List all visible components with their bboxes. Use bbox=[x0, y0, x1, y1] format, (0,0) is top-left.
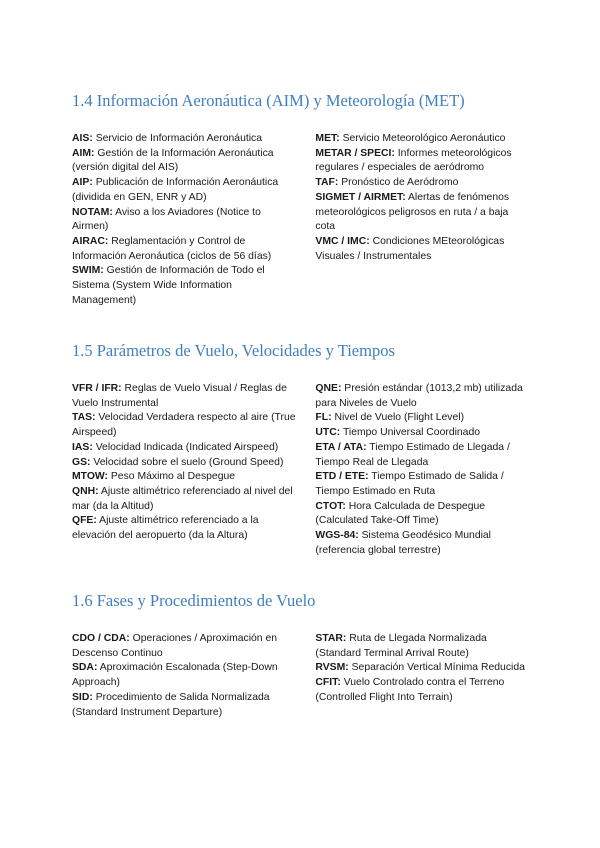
entry-abbr: CTOT: bbox=[315, 500, 346, 512]
entry-abbr: IAS: bbox=[72, 441, 93, 453]
right-column bbox=[315, 132, 528, 308]
entry-abbr: CFIT: bbox=[315, 677, 341, 689]
entry-abbr: ETA / ATA: bbox=[315, 441, 367, 453]
section-columns bbox=[72, 382, 528, 558]
entry-desc: Reglas de Vuelo Visual / Reglas de Vuelo Instrumental bbox=[72, 383, 287, 409]
section-title: 1.5 Parámetros de Vuelo, Velocidades y Tiempos bbox=[72, 341, 395, 360]
entry-abbr: GS: bbox=[72, 456, 91, 468]
entry-abbr: AIRAC: bbox=[72, 235, 109, 247]
glossary-entry-qfe bbox=[72, 514, 297, 543]
glossary-entry-wgs84 bbox=[315, 529, 528, 558]
glossary-entry-metar-speci bbox=[315, 147, 528, 176]
entry-desc: Ajuste altimétrico referenciado a la elevación del aeropuerto (da la Altura) bbox=[72, 515, 259, 542]
entry-abbr: AIM: bbox=[72, 147, 95, 159]
glossary-entry-met bbox=[315, 132, 528, 147]
glossary-entry-cfit bbox=[315, 676, 528, 705]
entry-desc: Gestión de Información de Todo el Sistema (System Wide Information Management) bbox=[72, 265, 265, 306]
section-columns bbox=[72, 632, 528, 720]
entry-abbr: QNH: bbox=[72, 485, 99, 497]
entry-abbr: MET: bbox=[315, 133, 340, 144]
glossary-entry-ctot bbox=[315, 500, 528, 529]
glossary-entry-cdo-cda bbox=[72, 632, 297, 661]
entry-abbr: QNE: bbox=[315, 383, 342, 394]
entry-abbr: MTOW: bbox=[72, 471, 108, 483]
glossary-entry-fl bbox=[315, 411, 528, 426]
entry-desc: Servicio de Información Aeronáutica bbox=[95, 133, 263, 144]
glossary-entry-qne bbox=[315, 382, 528, 411]
entry-desc: Informes meteorológicos regulares / especiales de aeródromo bbox=[315, 147, 512, 174]
entry-abbr: QFE: bbox=[72, 515, 97, 527]
glossary-entry-eta-ata bbox=[315, 441, 528, 470]
left-column bbox=[72, 632, 297, 720]
section-columns bbox=[72, 132, 528, 308]
entry-abbr: SIGMET / AIRMET: bbox=[315, 191, 406, 203]
entry-abbr: UTC: bbox=[315, 427, 341, 439]
entry-desc: Operaciones / Aproximación en Descenso Continuo bbox=[72, 633, 278, 659]
entry-abbr: STAR: bbox=[315, 633, 347, 644]
entry-desc: Nivel de Vuelo (Flight Level) bbox=[334, 412, 465, 424]
entry-desc: Velocidad Verdadera respecto al aire (True Airspeed) bbox=[72, 412, 296, 439]
glossary-entry-tas bbox=[72, 411, 297, 440]
glossary-entry-gs bbox=[72, 456, 297, 471]
entry-desc: Ajuste altimétrico referenciado al nivel del mar (da la Altitud) bbox=[72, 485, 293, 512]
entry-desc: Sistema Geodésico Mundial (referencia global terrestre) bbox=[315, 530, 491, 556]
glossary-entry-aip bbox=[72, 176, 297, 205]
entry-abbr: SDA: bbox=[72, 662, 98, 674]
entry-abbr: AIP: bbox=[72, 177, 93, 189]
right-column bbox=[315, 632, 528, 720]
section-flight-phases bbox=[72, 590, 528, 720]
entry-desc: Tiempo Universal Coordinado bbox=[342, 427, 481, 439]
glossary-entry-swim bbox=[72, 264, 297, 308]
entry-desc: Condiciones MEteorológicas Visuales / Instrumentales bbox=[315, 235, 505, 262]
entry-abbr: TAS: bbox=[72, 412, 96, 424]
entry-desc: Tiempo Estimado de Salida / Tiempo Estimado en Ruta bbox=[315, 471, 504, 497]
entry-desc: Hora Calculada de Despegue (Calculated Take-Off Time) bbox=[315, 500, 486, 527]
glossary-entry-aim bbox=[72, 147, 297, 176]
glossary-entry-ais bbox=[72, 132, 297, 147]
glossary-entry-notam bbox=[72, 206, 297, 235]
entry-desc: Separación Vertical Mínima Reducida bbox=[351, 662, 525, 674]
entry-abbr: TAF: bbox=[315, 177, 339, 189]
entry-abbr: CDO / CDA: bbox=[72, 633, 130, 644]
entry-abbr: WGS-84: bbox=[315, 530, 359, 542]
glossary-entry-rvsm bbox=[315, 661, 528, 676]
section-aim-met bbox=[72, 90, 528, 308]
entry-desc: Velocidad sobre el suelo (Ground Speed) bbox=[93, 456, 284, 468]
entry-desc: Publicación de Información Aeronáutica (dividida en GEN, ENR y AD) bbox=[72, 177, 279, 203]
entry-desc: Tiempo Estimado de Llegada / Tiempo Real de Llegada bbox=[315, 441, 510, 468]
entry-desc: Presión estándar (1013,2 mb) utilizada para Niveles de Vuelo bbox=[315, 383, 523, 409]
entry-desc: Peso Máximo al Despegue bbox=[110, 471, 236, 483]
glossary-entry-qnh bbox=[72, 485, 297, 514]
entry-desc: Vuelo Controlado contra el Terreno (Controlled Flight Into Terrain) bbox=[315, 677, 505, 703]
entry-desc: Alertas de fenómenos meteorológicos peligrosos en ruta / a baja cota bbox=[315, 191, 510, 233]
glossary-entry-etd-ete bbox=[315, 470, 528, 499]
entry-desc: Pronóstico de Aeródromo bbox=[341, 177, 459, 189]
entry-abbr: RVSM: bbox=[315, 662, 349, 674]
entry-abbr: AIS: bbox=[72, 133, 93, 144]
entry-desc: Aviso a los Aviadores (Notice to Airmen) bbox=[72, 206, 261, 233]
glossary-entry-ias bbox=[72, 441, 297, 456]
entry-abbr: FL: bbox=[315, 412, 332, 424]
left-column bbox=[72, 132, 297, 308]
entry-desc: Velocidad Indicada (Indicated Airspeed) bbox=[95, 441, 279, 453]
glossary-entry-taf bbox=[315, 176, 528, 191]
glossary-entry-sigmet-airmet bbox=[315, 191, 528, 235]
entry-abbr: VMC / IMC: bbox=[315, 235, 370, 247]
entry-abbr: ETD / ETE: bbox=[315, 471, 369, 483]
glossary-entry-vfr-ifr bbox=[72, 382, 297, 411]
entry-abbr: METAR / SPECI: bbox=[315, 147, 395, 159]
entry-desc: Servicio Meteorológico Aeronáutico bbox=[342, 133, 506, 144]
glossary-entry-star bbox=[315, 632, 528, 661]
entry-abbr: SID: bbox=[72, 691, 93, 703]
glossary-entry-vmc-imc bbox=[315, 235, 528, 264]
entry-abbr: NOTAM: bbox=[72, 206, 113, 218]
entry-desc: Reglamentación y Control de Información Aeronáutica (ciclos de 56 días) bbox=[72, 235, 272, 262]
entry-desc: Aproximación Escalonada (Step-Down Approach) bbox=[72, 662, 278, 689]
right-column bbox=[315, 382, 528, 558]
entry-abbr: VFR / IFR: bbox=[72, 383, 122, 394]
section-title: 1.4 Información Aeronáutica (AIM) y Meteorología (MET) bbox=[72, 91, 465, 110]
glossary-entry-airac bbox=[72, 235, 297, 264]
glossary-entry-utc bbox=[315, 426, 528, 441]
section-flight-parameters bbox=[72, 340, 528, 558]
glossary-entry-sda bbox=[72, 661, 297, 690]
entry-desc: Procedimiento de Salida Normalizada (Standard Instrument Departure) bbox=[72, 691, 270, 718]
entry-desc: Gestión de la Información Aeronáutica (versión digital del AIS) bbox=[72, 147, 274, 174]
section-title: 1.6 Fases y Procedimientos de Vuelo bbox=[72, 591, 316, 610]
left-column bbox=[72, 382, 297, 558]
entry-desc: Ruta de Llegada Normalizada (Standard Terminal Arrival Route) bbox=[315, 633, 487, 659]
glossary-entry-mtow bbox=[72, 470, 297, 485]
entry-abbr: SWIM: bbox=[72, 265, 104, 277]
glossary-entry-sid bbox=[72, 691, 297, 720]
